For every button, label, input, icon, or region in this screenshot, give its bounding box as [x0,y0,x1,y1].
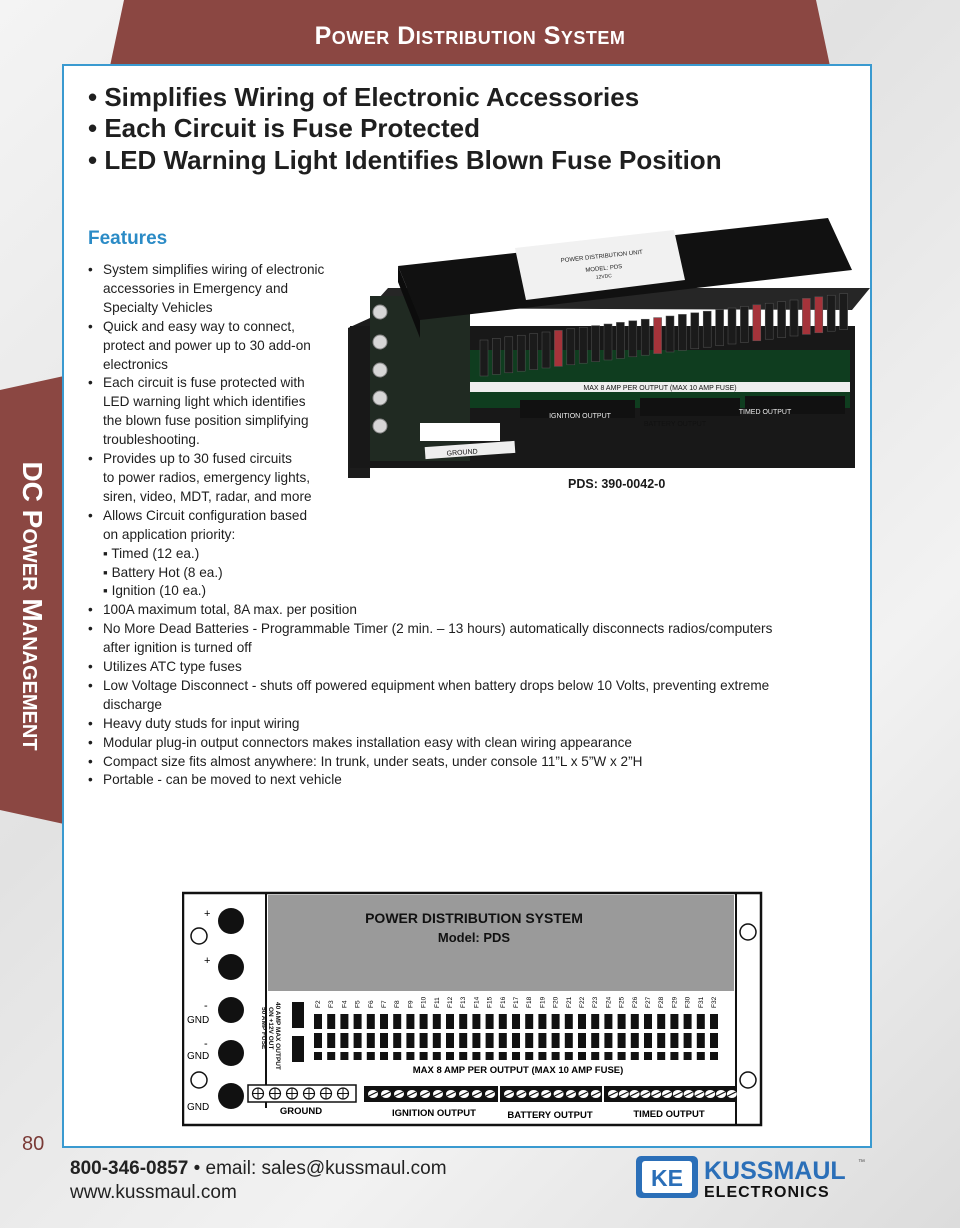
photo-fuse [740,306,748,342]
fuse-note-line: ON +12V OUT [267,1007,274,1050]
fuse-slot [710,1033,718,1048]
photo-label-line3: 12VDC [595,273,613,281]
fuse-slot [314,1033,322,1048]
fuse-slot [327,1014,335,1029]
photo-fuse [542,332,550,368]
fuse-label: F28 [658,996,666,1008]
features-heading: Features [88,228,168,249]
photo-fuse [554,330,562,366]
photo-fuse [778,302,786,338]
fuse-slot [499,1014,507,1029]
fuse-label: F26 [631,996,639,1008]
fuse-label: F18 [526,996,534,1008]
fuse-label: F22 [579,996,586,1008]
fuse-slot [631,1052,639,1060]
terminal-plus: + [204,908,211,920]
fuse-slot [354,1014,362,1029]
fuse-slot [618,1014,626,1029]
photo-fuse [840,294,848,330]
fuse-slot [499,1052,507,1060]
fuse-slot [538,1033,546,1048]
fuse-note-line: 40 AMP MAX OUTPUT [274,1002,281,1070]
fuse-label: F21 [565,996,573,1008]
fuse-slot [512,1052,520,1060]
fuse-slot [393,1052,401,1060]
fuse-slot [670,1052,678,1060]
photo-fuse [567,329,575,365]
fuse-label: F32 [711,996,718,1008]
terminal-minus: - [204,1038,208,1050]
fuse-slot [525,1052,533,1060]
fuse-label: F5 [354,1000,362,1008]
fuse-slot [578,1014,586,1029]
fuse-slot [433,1033,441,1048]
photo-fuse [728,308,736,344]
fuse-slot [327,1033,335,1048]
photo-fuse [492,338,500,374]
fuse-label: F14 [473,996,481,1008]
fuse-slot [670,1033,678,1048]
diagram-title: POWER DISTRIBUTION SYSTEM [365,910,583,926]
feature-item: • Each circuit is fuse protected with LED warning light which identifies the blown fuse position simplifying troubleshooting. [86,374,846,450]
photo-fuse [629,321,637,357]
fuse-slot [499,1033,507,1048]
photo-fuse [666,316,674,352]
ground-label: GROUND [279,1106,323,1117]
fuse-note-line: 50 AMP FUSE [260,1007,267,1050]
photo-label-line2: MODEL: PDS [585,264,623,274]
fuse-slot [697,1052,705,1060]
fuse-slot [710,1014,718,1029]
photo-fuse [790,300,798,336]
fuse-slot [684,1052,692,1060]
feature-subitem: ▪ Battery Hot (8 ea.) [103,564,223,580]
fuse-label: F25 [618,996,626,1008]
fuse-slot [380,1052,388,1060]
fuse-slot [459,1052,467,1060]
photo-label-line1: POWER DISTRIBUTION UNIT [560,249,644,265]
headline: • Each Circuit is Fuse Protected [88,113,480,143]
fuse-slot [670,1014,678,1029]
fuse-slot [618,1033,626,1048]
fuse-slot [697,1014,705,1029]
fuse-slot [354,1052,362,1060]
fuse-slot [644,1033,652,1048]
fuse-slot [340,1014,348,1029]
photo-strip-ignition: IGNITION OUTPUT [549,413,611,420]
fuse-slot [552,1052,560,1060]
ignition-label: IGNITION OUTPUT [392,1108,476,1119]
fuse-slot [367,1033,375,1048]
photo-caption: PDS: 390-0042-0 [568,477,666,491]
photo-fuse [505,337,513,373]
fuse-slot [512,1014,520,1029]
fuse-label: F23 [592,996,600,1008]
terminal-gnd: GND [187,1102,210,1113]
fuse-slot [578,1052,586,1060]
fuse-slot [472,1014,480,1029]
terminal-gnd: GND [187,1015,210,1026]
photo-strip-ground: GROUND [446,448,478,458]
fuse-slot [314,1014,322,1029]
page-title: Power Distribution System [314,22,626,50]
fuse-slot [459,1014,467,1029]
fuse-slot [327,1052,335,1060]
fuse-slot [604,1014,612,1029]
fuse-slot [710,1052,718,1060]
feature-item: • Compact size fits almost anywhere: In trunk, under seats, under console 11”L x 5”W x 2”H [86,753,846,772]
product-photo [340,218,872,478]
logo-tm: ™ [858,1159,865,1166]
photo-fuse [592,326,600,362]
photo-strip-main: MAX 8 AMP PER OUTPUT (MAX 10 AMP FUSE) [583,385,737,392]
fuse-slot [433,1014,441,1029]
fuse-label: F24 [605,996,613,1008]
fuse-slot [367,1052,375,1060]
fuse-slot [486,1052,494,1060]
fuse-slot [340,1052,348,1060]
fuse-slot [618,1052,626,1060]
fuse-slot [631,1014,639,1029]
fuse-slot [525,1033,533,1048]
fuse-slot [393,1033,401,1048]
fuse-slot [697,1033,705,1048]
fuse-label: F6 [367,1000,375,1008]
fuse-slot [631,1033,639,1048]
feature-item: • Utilizes ATC type fuses [86,658,846,677]
feature-item: • No More Dead Batteries - Programmable Timer (2 min. – 13 hours) automatically disconnects radios/computers after ignition is turned off [86,620,846,658]
fuse-label: F27 [645,996,652,1008]
fuse-slot [604,1052,612,1060]
fuse-slot [367,1014,375,1029]
photo-fuse [703,311,711,347]
fuse-slot [380,1033,388,1048]
fuse-slot [578,1033,586,1048]
fuse-slot [486,1014,494,1029]
fuse-slot [604,1033,612,1048]
feature-item: • System simplifies wiring of electronic accessories in Emergency and Specialty Vehicles [86,261,846,318]
phone-number: 800-346-0857 [70,1158,189,1179]
feature-item: • Allows Circuit configuration based on application priority: [86,507,846,545]
fuse-slot [420,1014,428,1029]
section-title: DC Power Management [17,461,48,751]
fuse-slot [565,1033,573,1048]
fuse-slot [446,1033,454,1048]
diagram-model: Model: PDS [437,930,511,945]
feature-item: • Provides up to 30 fused circuits to power radios, emergency lights, siren, video, MDT, radar, and more [86,450,846,507]
fuse-slot [472,1052,480,1060]
fuse-slot [420,1052,428,1060]
fuse-slot [354,1033,362,1048]
photo-fuse [604,324,612,360]
fuse-label: F3 [328,1000,336,1008]
photo-fuse [579,327,587,363]
fuse-label: F20 [552,996,560,1008]
fuse-slot [644,1052,652,1060]
photo-fuse [753,305,761,341]
fuse-slot [591,1052,599,1060]
fuse-label: F10 [420,996,428,1008]
fuse-slot [406,1014,414,1029]
photo-fuse [480,340,488,376]
fuse-label: F29 [671,996,679,1008]
fuse-slot [552,1014,560,1029]
fuse-label: F13 [460,996,468,1008]
feature-item: • 100A maximum total, 8A max. per position [86,601,846,620]
photo-fuse [641,319,649,355]
feature-item: • Portable - can be moved to next vehicle [86,771,846,790]
fuse-slot [684,1033,692,1048]
photo-fuse [517,335,525,371]
fuse-label: F2 [315,1000,322,1008]
feature-subitem: ▪ Ignition (10 ea.) [103,583,207,599]
terminal-gnd: GND [187,1051,210,1062]
fuse-slot [644,1014,652,1029]
feature-item: • Heavy duty studs for input wiring [86,715,846,734]
fuse-slot [380,1014,388,1029]
fuse-slot [538,1052,546,1060]
fuse-slot [406,1052,414,1060]
logo-sub: ELECTRONICS [704,1184,830,1200]
fuse-slot [512,1033,520,1048]
fuse-slot [657,1033,665,1048]
fuse-label: F7 [381,1000,388,1008]
fuse-slot [552,1033,560,1048]
fuse-slot [420,1033,428,1048]
fuse-label: F12 [447,996,454,1008]
fuse-slot [393,1014,401,1029]
photo-fuse [716,310,724,346]
photo-fuse [802,298,810,334]
fuse-slot [459,1033,467,1048]
fuse-label: F8 [394,1000,402,1008]
fuse-label: F9 [407,1000,415,1008]
fuse-slot [591,1033,599,1048]
fuse-slot [591,1014,599,1029]
logo-mark: KE [651,1165,683,1191]
fuse-label: F11 [433,997,441,1008]
photo-fuse [765,303,773,339]
fuse-slot [446,1014,454,1029]
terminal-plus: + [204,955,211,967]
fuse-label: F31 [697,996,705,1008]
contact-line [70,1158,447,1180]
photo-strip-battery: BATTERY OUTPUT [643,421,707,428]
fuse-label: F16 [499,996,507,1008]
feature-subitem: ▪ Timed (12 ea.) [103,545,200,561]
logo-name: KUSSMAUL [704,1157,846,1185]
fuse-slot [565,1052,573,1060]
fuse-slot [538,1014,546,1029]
email-text: • email: sales@kussmaul.com [188,1158,447,1179]
headline: • LED Warning Light Identifies Blown Fuse Position [88,145,722,175]
fuse-slot [657,1052,665,1060]
fuse-slot [486,1033,494,1048]
feature-item: • Quick and easy way to connect, protect and power up to 30 add-on electronics [86,318,846,375]
photo-fuse [616,322,624,358]
fuse-slot [472,1033,480,1048]
photo-fuse [678,314,686,350]
fuse-label: F19 [539,996,547,1008]
fuse-slot [446,1052,454,1060]
headline: • Simplifies Wiring of Electronic Accessories [88,82,640,112]
feature-item: • Modular plug-in output connectors makes installation easy with clean wiring appearance [86,734,846,753]
photo-fuse [827,295,835,331]
photo-fuse [530,334,538,370]
battery-label: BATTERY OUTPUT [507,1110,593,1121]
timed-label: TIMED OUTPUT [633,1109,705,1120]
fuse-label: F30 [684,996,692,1008]
terminal-minus: - [204,1000,208,1012]
wiring-diagram [182,890,764,1130]
fuse-slot [314,1052,322,1060]
feature-item: • Low Voltage Disconnect - shuts off powered equipment when battery drops below 10 Volts, preventing extreme discharge [86,677,846,715]
fuse-slot [525,1014,533,1029]
fuse-slot [565,1014,573,1029]
fuse-label: F17 [513,996,520,1008]
photo-fuse [691,313,699,349]
fuse-slot [684,1014,692,1029]
fuse-label: F4 [341,1000,349,1008]
website-link[interactable]: www.kussmaul.com [70,1182,237,1203]
kussmaul-logo [634,1154,870,1200]
photo-strip-timed: TIMED OUTPUT [738,409,792,416]
fuse-slot [406,1033,414,1048]
photo-fuse [815,297,823,333]
max-amp-label: MAX 8 AMP PER OUTPUT (MAX 10 AMP FUSE) [412,1065,624,1076]
fuse-label: F15 [486,996,494,1008]
fuse-slot [340,1033,348,1048]
fuse-slot [433,1052,441,1060]
fuse-slot [657,1014,665,1029]
page-number: 80 [22,1133,45,1155]
photo-fuse [654,318,662,354]
